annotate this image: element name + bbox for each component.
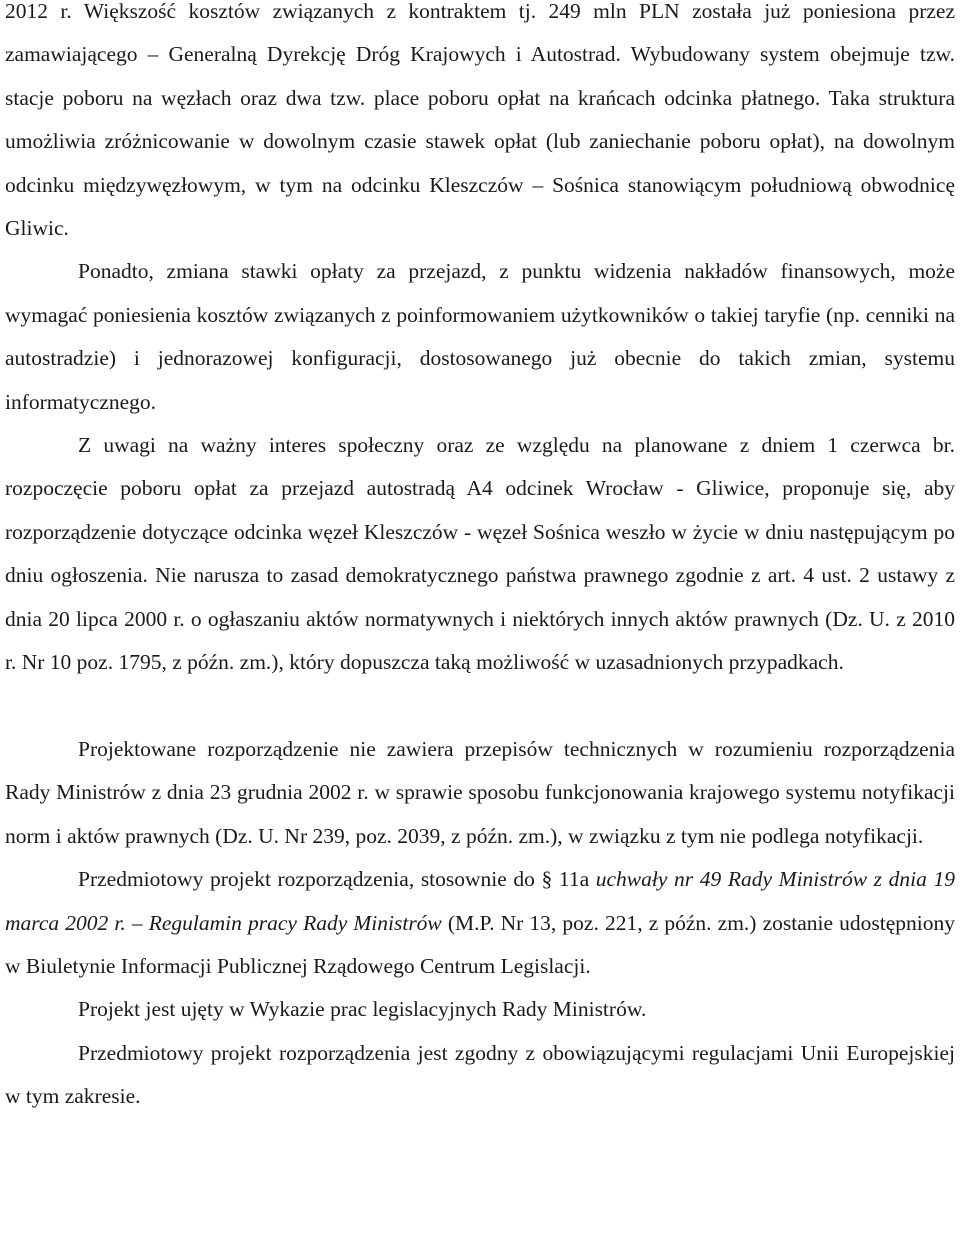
paragraph-technical-regulations: Projektowane rozporządzenie nie zawiera przepisów technicznych w rozumieniu rozporządzenia Rady Ministrów z dnia 23 grudnia 2002 r. w sprawie sposobu funkcjonowania krajowego systemu notyfikacji norm i aktów prawnych (Dz. U. Nr 239, poz. 2039, z późn. zm.), w związku z tym nie podlega notyfikacji. [5, 736, 955, 848]
paragraph-spacer [5, 685, 955, 728]
paragraph-publication [5, 858, 955, 988]
paragraph-legislative-list: Projekt jest ujęty w Wykazie prac legislacyjnych Rady Ministrów. [78, 997, 647, 1022]
paragraph-public-interest: Z uwagi na ważny interes społeczny oraz ze względu na planowane z dniem 1 czerwca br. rozpoczęcie poboru opłat za przejazd autostradą A4 odcinek Wrocław - Gliwice, proponuje się, aby rozporządzenie dotyczące odcinka węzeł Kleszczów - węzeł Sośnica weszło w życie w dniu następującym po dniu ogłoszenia. Nie narusza to zasad demokratycznego państwa prawnego zgodnie z art. 4 ust. 2 ustawy z dnia 20 lipca 2000 r. o ogłaszaniu aktów normatywnych i niektórych innych aktów prawnych (Dz. U. z 2010 r. Nr 10 poz. 1795, z późn. zm.), który dopuszcza taką możliwość w uzasadnionych przypadkach. [5, 433, 955, 675]
publication-text-end: (M.P. Nr 13, poz. 221, z późn. zm.) zostanie udostępniony w Biuletynie Informacji Publicznej Rządowego Centrum Legislacji. [5, 910, 955, 978]
paragraph-rate-change-costs: Ponadto, zmiana stawki opłaty za przejazd, z punktu widzenia nakładów finansowych, może wymagać poniesienia kosztów związanych z poinformowaniem użytkowników o takiej taryfie (np. cenniki na autostradzie) i jednorazowej konfiguracji, dostosowanego już obecnie do takich zmian, systemu informatycznego. [5, 259, 955, 414]
publication-citation: uchwały nr 49 Rady Ministrów z dnia 19 marca 2002 r. – Regulamin pracy Rady Ministrów [5, 867, 955, 935]
paragraph-eu-compliance: Przedmiotowy projekt rozporządzenia jest zgodny z obowiązującymi regulacjami Unii Europejskiej w tym zakresie. [5, 1040, 955, 1109]
document-page [5, 0, 955, 1119]
paragraph-toll-system: 2012 r. Większość kosztów związanych z kontraktem tj. 249 mln PLN została już poniesiona przez zamawiającego – Generalną Dyrekcję Dróg Krajowych i Autostrad. Wybudowany system obejmuje tzw. stacje poboru na węzłach oraz dwa tzw. place poboru opłat na krańcach odcinka płatnego. Taka struktura umożliwia zróżnicowanie w dowolnym czasie stawek opłat (lub zaniechanie poboru opłat), na dowolnym odcinku międzywęzłowym, w tym na odcinku Kleszczów – Sośnica stanowiącym południową obwodnicę Gliwic. [5, 0, 955, 241]
publication-text-start: Przedmiotowy projekt rozporządzenia, stosownie do § 11a [78, 867, 596, 892]
